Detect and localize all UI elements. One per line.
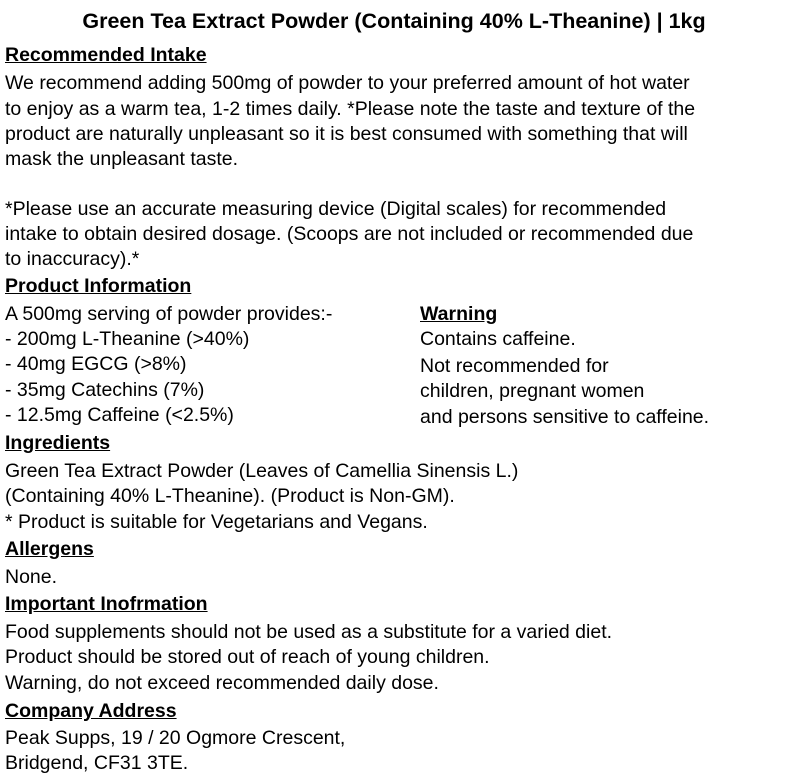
measuring-note-line: *Please use an accurate measuring device (Digital scales) for recommended <box>5 198 667 220</box>
company-address-heading: Company Address <box>5 700 177 722</box>
measuring-note-line: to inaccuracy).* <box>5 248 140 270</box>
company-address-line: Peak Supps, 19 / 20 Ogmore Crescent, <box>5 727 346 749</box>
ingredients-line: (Containing 40% L-Theanine). (Product is Non-GM). <box>5 485 455 507</box>
product-information-line: - 35mg Catechins (7%) <box>5 379 205 401</box>
product-information-line: A 500mg serving of powder provides:- <box>5 303 333 325</box>
ingredients-line: Green Tea Extract Powder (Leaves of Camellia Sinensis L.) <box>5 460 519 482</box>
important-information-heading: Important Inofrmation <box>5 593 208 615</box>
company-address-line: Bridgend, CF31 3TE. <box>5 752 189 774</box>
allergens-line: None. <box>5 566 58 588</box>
important-information-line: Warning, do not exceed recommended daily dose. <box>5 672 439 694</box>
important-information-line: Food supplements should not be used as a substitute for a varied diet. <box>5 621 613 643</box>
warning-line: children, pregnant women <box>420 380 645 402</box>
product-information-line: - 200mg L-Theanine (>40%) <box>5 328 250 350</box>
recommended-intake-line: mask the unpleasant taste. <box>5 148 239 170</box>
recommended-intake-line: to enjoy as a warm tea, 1-2 times daily. *Please note the taste and texture of the <box>5 98 696 120</box>
ingredients-line: * Product is suitable for Vegetarians and Vegans. <box>5 511 428 533</box>
warning-heading: Warning <box>420 303 498 325</box>
recommended-intake-heading: Recommended Intake <box>5 44 207 66</box>
warning-line: Contains caffeine. <box>420 328 576 350</box>
measuring-note-line: intake to obtain desired dosage. (Scoops are not included or recommended due <box>5 223 694 245</box>
allergens-heading: Allergens <box>5 538 94 560</box>
recommended-intake-line: product are naturally unpleasant so it is best consumed with something that will <box>5 123 688 145</box>
important-information-line: Product should be stored out of reach of young children. <box>5 646 490 668</box>
warning-line: and persons sensitive to caffeine. <box>420 406 710 428</box>
page-title: Green Tea Extract Powder (Containing 40% L-Theanine) | 1kg <box>82 9 706 33</box>
product-information-line: - 12.5mg Caffeine (<2.5%) <box>5 404 234 426</box>
recommended-intake-line: We recommend adding 500mg of powder to your preferred amount of hot water <box>5 72 690 94</box>
ingredients-heading: Ingredients <box>5 432 111 454</box>
product-information-line: - 40mg EGCG (>8%) <box>5 353 187 375</box>
product-information-heading: Product Information <box>5 275 192 297</box>
warning-line: Not recommended for <box>420 355 609 377</box>
